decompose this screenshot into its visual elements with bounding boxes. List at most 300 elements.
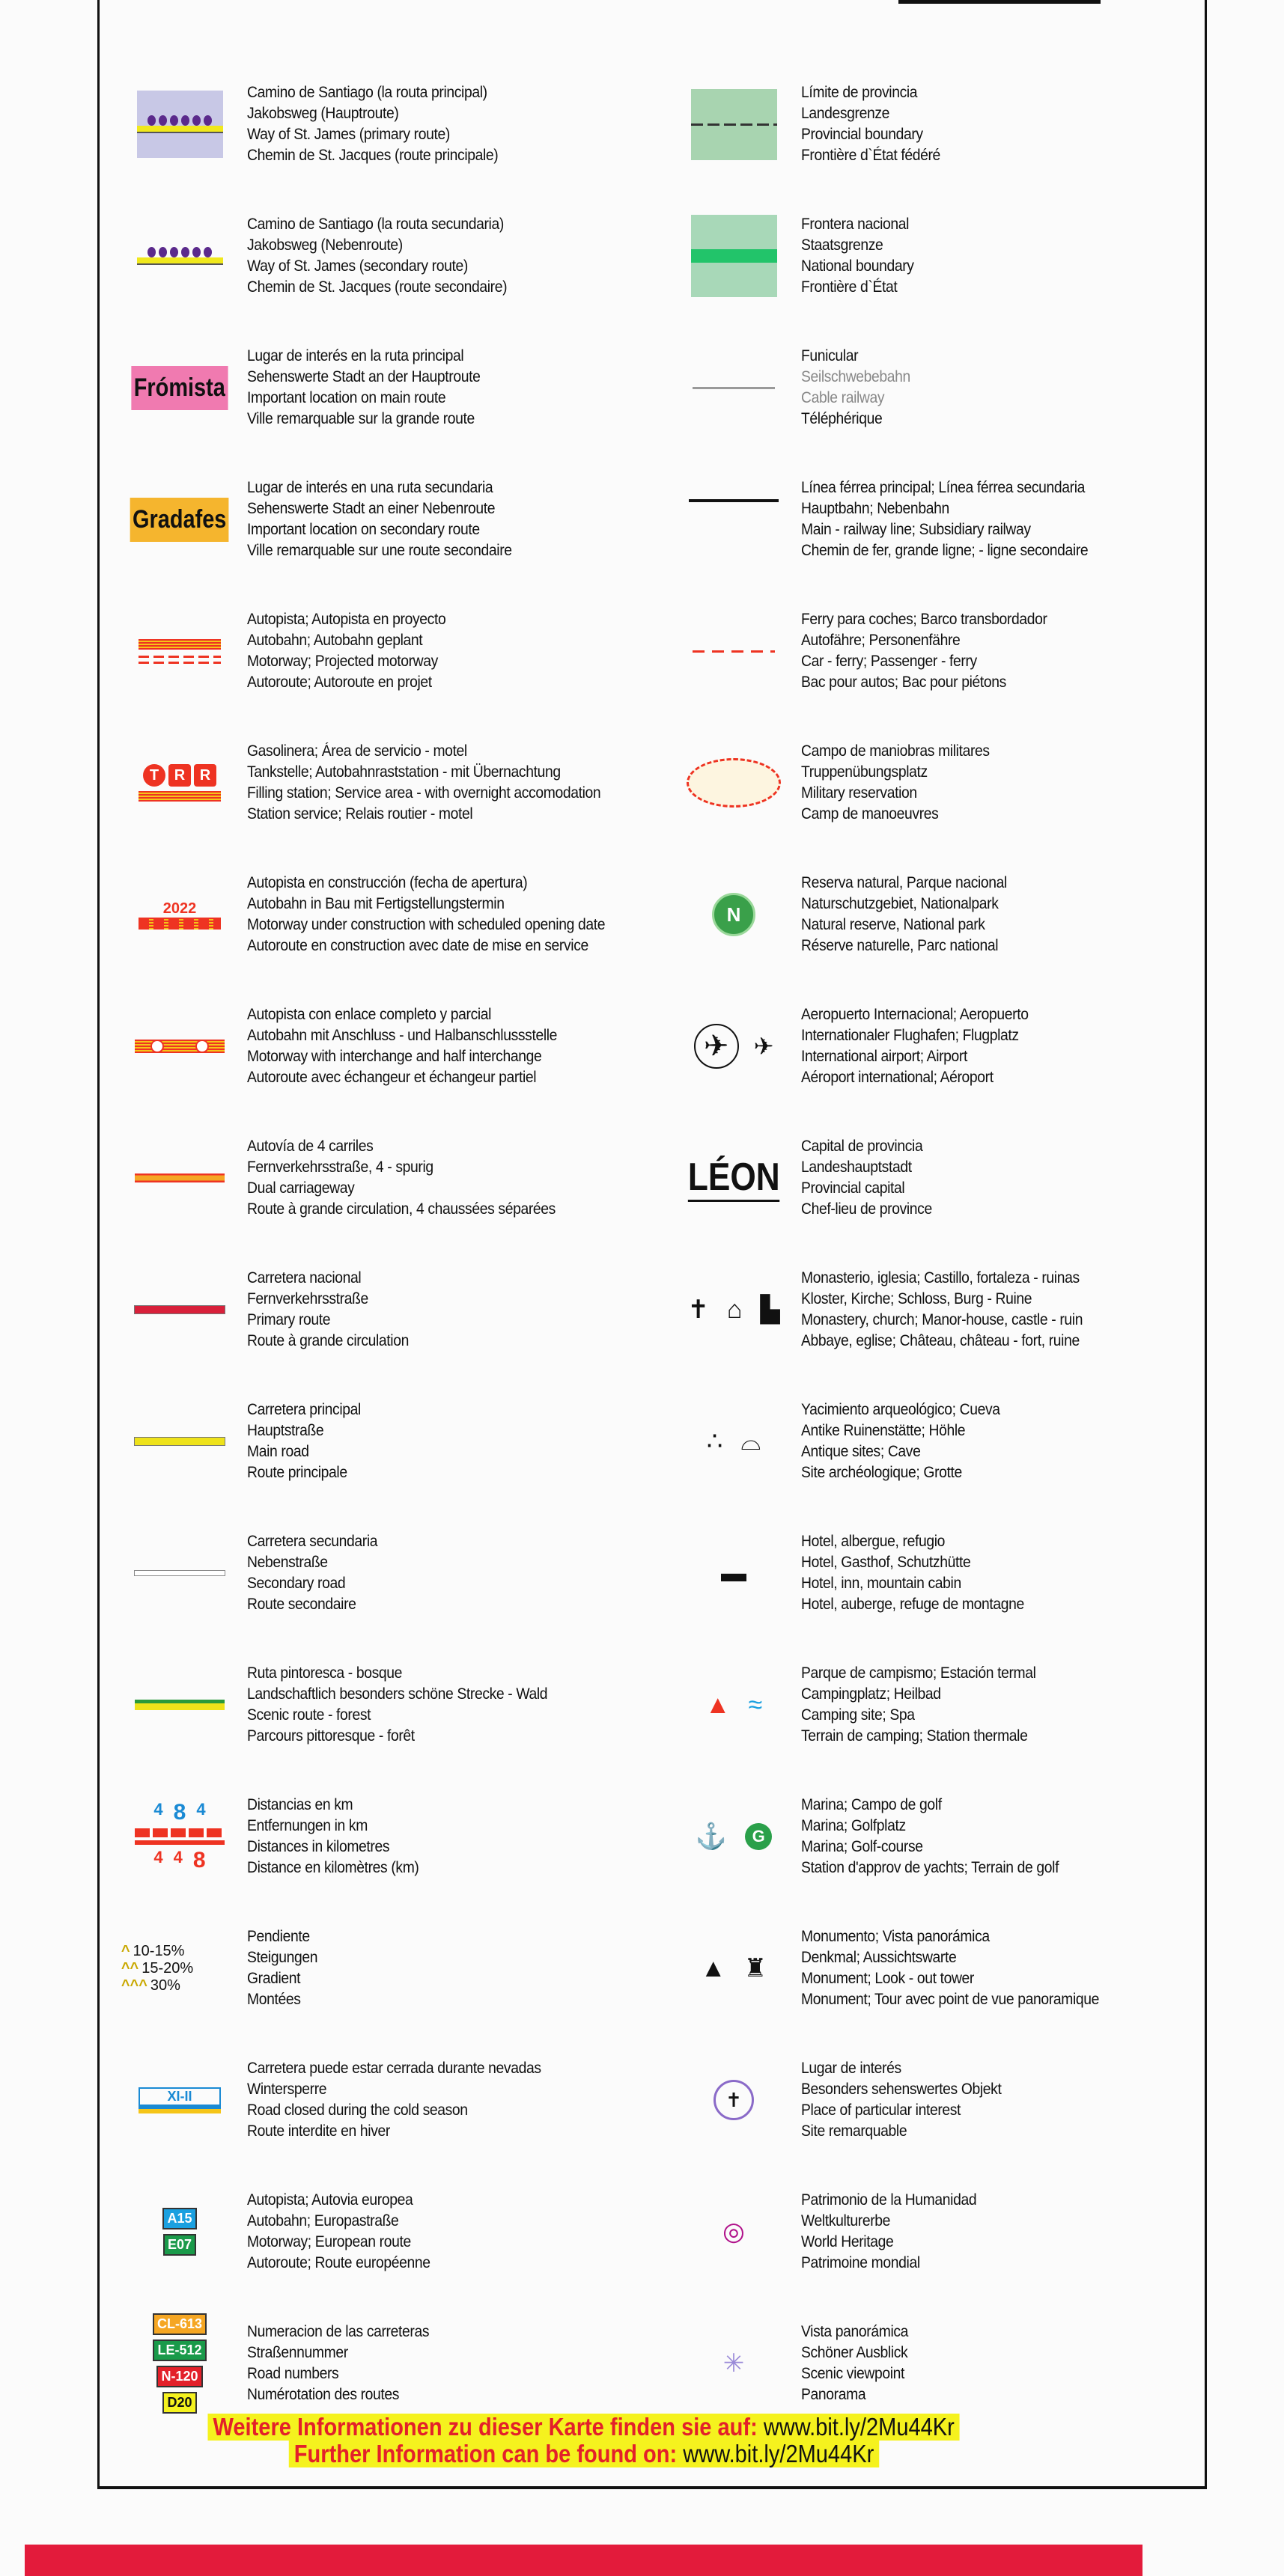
monastery-glyph-icon: ▙: [760, 1295, 780, 1324]
legend-line: Staatsgrenze: [801, 236, 883, 254]
station-icons: [139, 764, 221, 802]
line-swatch: [139, 639, 221, 650]
station-badge-r: R: [168, 764, 191, 787]
dot: [204, 115, 212, 126]
legend-line: International airport; Airport: [801, 1048, 968, 1065]
legend-line: Weltkulturerbe: [801, 2212, 891, 2229]
legend-line: Fernverkehrsstraße, 4 - spurig: [247, 1159, 433, 1176]
winter-sign: [139, 2087, 221, 2113]
legend-line: Autoroute; Route européenne: [247, 2254, 430, 2271]
legend-item: [112, 1902, 681, 2034]
legend-line: Marina; Golfplatz: [801, 1817, 906, 1834]
legend-line: Cable railway: [801, 389, 885, 406]
legend-line: Monumento; Vista panorámica: [801, 1928, 990, 1945]
info-url-de[interactable]: www.bit.ly/2Mu44Kr: [764, 2413, 955, 2441]
road-number-badge: E07: [163, 2234, 196, 2256]
legend-text: [247, 82, 498, 166]
legend-item: [112, 1112, 681, 1244]
legend-line: Landschaftlich besonders schöne Strecke - Wald: [247, 1685, 548, 1703]
airport-icon: [666, 1001, 801, 1091]
camino-principal-icon: [112, 79, 247, 169]
legend-item: [112, 58, 681, 190]
nature-reserve-badge: N: [712, 893, 755, 936]
monastery-icons: [687, 1295, 779, 1325]
legend-line: Camping site; Spa: [801, 1706, 915, 1724]
scenic-viewpoint-glyph-icon: ✳: [722, 2349, 745, 2378]
legend-line: Jakobsweg (Nebenroute): [247, 236, 403, 254]
monastery-glyph-icon: ✝: [687, 1295, 709, 1324]
legend-item: [666, 2298, 1205, 2429]
legend-line: Dual carriageway: [247, 1179, 355, 1197]
distance-number: 4: [173, 1848, 183, 1867]
legend-item: [666, 2166, 1205, 2298]
legend-line: Natural reserve, National park: [801, 916, 985, 933]
line-swatch: [134, 1437, 225, 1446]
legend-line: Montées: [247, 1991, 301, 2008]
road-badges: [153, 2311, 207, 2416]
legend-line: Hotel, inn, mountain cabin: [801, 1575, 961, 1592]
archaeological-glyph-icon: ∴: [706, 1427, 723, 1456]
legend-text: [801, 477, 1088, 561]
legend-text: [247, 2058, 541, 2142]
legend-line: Provincial boundary: [801, 126, 923, 143]
line-swatch: [137, 126, 223, 133]
legend-line: Place of particular interest: [801, 2102, 961, 2119]
legend-item: [112, 1507, 681, 1639]
legend-line: Reserva natural, Parque nacional: [801, 874, 1007, 891]
legend-text: [801, 1004, 1029, 1088]
legend-item: [666, 58, 1205, 190]
legend-text: [801, 1795, 1059, 1878]
legend-line: Way of St. James (secondary route): [247, 257, 468, 275]
legend-line: Numeracion de las carreteras: [247, 2323, 430, 2340]
legend-line: Schöner Ausblick: [801, 2344, 908, 2361]
legend-line: Gasolinera; Área de servicio - motel: [247, 742, 467, 760]
legend-line: Ruta pintoresca - bosque: [247, 1664, 403, 1682]
legend-line: Camino de Santiago (la routa principal): [247, 84, 487, 101]
cable-railway-icon: [666, 343, 801, 433]
archaeological-glyph-icon: ⌓: [740, 1426, 761, 1456]
legend-text: [801, 1926, 1099, 2010]
legend-text: [247, 1268, 409, 1352]
legend-text: [801, 2058, 1001, 2142]
legend-item: [666, 585, 1205, 717]
capital-icon: [666, 1133, 801, 1223]
distance-markers: [135, 1800, 225, 1873]
legend-item: [112, 2166, 681, 2298]
legend-line: Primary route: [247, 1311, 331, 1328]
legend-item: [112, 2034, 681, 2166]
legend-line: Panorama: [801, 2386, 866, 2403]
legend-line: Autoroute avec échangeur et échangeur partiel: [247, 1069, 537, 1086]
info-url-en[interactable]: www.bit.ly/2Mu44Kr: [683, 2440, 874, 2467]
legend-line: Distancias en km: [247, 1796, 353, 1813]
intl-airport-icon: ✈: [694, 1024, 739, 1069]
legend-item: [666, 717, 1205, 849]
legend-line: Autopista con enlace completo y parcial: [247, 1006, 492, 1023]
legend-line: World Heritage: [801, 2233, 894, 2250]
legend-left-column: [112, 58, 681, 2429]
filling-station-icon: [112, 738, 247, 828]
scenic-viewpoint-icon: [666, 2319, 801, 2408]
legend-line: Capital de provincia: [801, 1138, 923, 1155]
marina-icons: [696, 1822, 772, 1852]
legend-item: [666, 1244, 1205, 1376]
dual-carriageway-icon: [112, 1133, 247, 1223]
main-road-icon: [112, 1397, 247, 1486]
monument-icon: [666, 1923, 801, 2013]
legend-line: Parque de campismo; Estación termal: [801, 1664, 1036, 1682]
dot: [159, 247, 167, 257]
legend-line: National boundary: [801, 257, 914, 275]
legend-line: Internationaler Flughafen; Flugplatz: [801, 1027, 1019, 1044]
legend-line: Landesgrenze: [801, 105, 890, 122]
monument-icons: [701, 1953, 767, 1983]
legend-line: Chemin de St. Jacques (route secondaire): [247, 278, 508, 296]
dot: [147, 115, 156, 126]
gradient-chevron-icon: ^^^: [121, 1977, 147, 1994]
legend-item: [666, 980, 1205, 1112]
legend-line: Straßennummer: [247, 2344, 348, 2361]
legend-line: Military reservation: [801, 784, 917, 802]
legend-line: Distances in kilometres: [247, 1838, 390, 1855]
legend-line: Pendiente: [247, 1928, 310, 1945]
legend-line: Lugar de interés en la ruta principal: [247, 347, 464, 364]
legend-item: [112, 2298, 681, 2429]
monastery-glyph-icon: ⌂: [726, 1295, 743, 1324]
legend-line: Route principale: [247, 1464, 347, 1481]
gradient-label: 10-15%: [133, 1942, 185, 1959]
legend-text: [247, 477, 512, 561]
legend-text: [247, 1400, 361, 1483]
legend-line: Funicular: [801, 347, 859, 364]
legend-text: [801, 1531, 1024, 1615]
legend-line: Naturschutzgebiet, Nationalpark: [801, 895, 999, 912]
legend-line: Motorway with interchange and half interchange: [247, 1048, 542, 1065]
legend-line: Besonders sehenswertes Objekt: [801, 2081, 1002, 2098]
place-of-interest-icons: [713, 2080, 754, 2120]
legend-text: [801, 873, 1007, 956]
legend-item: [666, 322, 1205, 454]
legend-line: Autoroute en construction avec date de mise en service: [247, 937, 588, 954]
camino-dots: [147, 247, 212, 257]
legend-line: Frontière d`État: [801, 278, 898, 296]
interchange-mark: [195, 1040, 209, 1053]
legend-line: Autofähre; Personenfähre: [801, 632, 961, 649]
distance-number: 4: [153, 1800, 163, 1819]
legend-text: [801, 2190, 976, 2274]
line-swatch: [139, 662, 221, 664]
dot: [181, 247, 189, 257]
info-banner: [79, 2414, 1089, 2466]
military-oval: [687, 758, 781, 808]
legend-text: [247, 2190, 430, 2274]
marina-icon: [666, 1792, 801, 1881]
town-main-icon: [112, 343, 247, 433]
legend-item: [112, 1244, 681, 1376]
legend-line: Station d'approv de yachts; Terrain de golf: [801, 1859, 1059, 1876]
distance-number: 8: [192, 1848, 206, 1873]
road-numbers-icon: [112, 2316, 247, 2410]
legend-line: Monument; Look - out tower: [801, 1970, 974, 1987]
legend-text: [247, 1795, 419, 1878]
legend-text: [801, 214, 914, 298]
legend-line: Chemin de St. Jacques (route principale): [247, 147, 499, 164]
legend-line: Abbaye, eglise; Château, château - fort, ruine: [801, 1332, 1080, 1349]
road-number-badge: A15: [162, 2208, 196, 2229]
capital-label: LÉON: [688, 1155, 780, 1202]
legend-item: [666, 454, 1205, 585]
legend-line: Route interdite en hiver: [247, 2122, 390, 2140]
european-route-icon: [112, 2187, 247, 2277]
camino-secundaria-icon: [112, 211, 247, 301]
monument-glyph-icon: ▲: [700, 1953, 726, 1983]
national-road-icon: [112, 1265, 247, 1355]
legend-line: Frontera nacional: [801, 216, 910, 233]
hotel-icon: [666, 1528, 801, 1618]
legend-line: Truppenübungsplatz: [801, 763, 928, 781]
legend-text: [801, 609, 1047, 693]
camino-swatch: [135, 241, 225, 271]
legend-line: Chemin de fer, grande ligne; - ligne secondaire: [801, 542, 1089, 559]
dot: [192, 247, 201, 257]
legend-item: [666, 1507, 1205, 1639]
legend-line: Antique sites; Cave: [801, 1443, 921, 1460]
distance-number: 8: [173, 1800, 186, 1825]
legend-line: Filling station; Service area - with overnight accomodation: [247, 784, 601, 802]
legend-line: Aéroport international; Aéroport: [801, 1069, 994, 1086]
legend-line: Monasterio, iglesia; Castillo, fortaleza - ruinas: [801, 1269, 1080, 1287]
airport-icon: ✈: [753, 1033, 774, 1060]
gradient-label: 30%: [150, 1977, 180, 1994]
line-swatch: [135, 1040, 225, 1053]
secondary-road-icon: [112, 1528, 247, 1618]
motorway-swatch: [139, 639, 221, 664]
legend-item: [666, 1639, 1205, 1771]
opening-year: 2022: [162, 900, 197, 917]
hotel-glyph-icon: ▬: [721, 1558, 746, 1587]
interchange-mark: [150, 1040, 164, 1053]
dot: [181, 115, 189, 126]
legend-line: Hotel, Gasthof, Schutzhütte: [801, 1554, 971, 1571]
legend-line: Car - ferry; Passenger - ferry: [801, 653, 977, 670]
legend-line: Camino de Santiago (la routa secundaria): [247, 216, 504, 233]
gradient-chevron-icon: ^: [121, 1942, 130, 1959]
legend-line: Ville remarquable sur une route secondaire: [247, 542, 512, 559]
legend-item: [112, 849, 681, 980]
construction-swatch: [139, 900, 221, 930]
legend-text: [247, 1136, 556, 1220]
legend-line: Distance en kilomètres (km): [247, 1859, 419, 1876]
dot: [159, 115, 167, 126]
legend-text: [801, 2322, 908, 2405]
legend-item: [666, 1771, 1205, 1902]
legend-line: Marina; Golf-course: [801, 1838, 923, 1855]
legend-item: [112, 190, 681, 322]
monument-glyph-icon: ♜: [743, 1954, 767, 1983]
archaeological-icons: [707, 1426, 761, 1456]
info-banner-line-en: [289, 2441, 880, 2467]
legend-line: Límite de provincia: [801, 84, 918, 101]
legend-item: [112, 980, 681, 1112]
distances-icon: [112, 1792, 247, 1881]
camino-swatch: [137, 91, 223, 158]
legend-line: Chef-lieu de province: [801, 1200, 932, 1218]
legend-item: [666, 190, 1205, 322]
station-badge-t: T: [143, 764, 165, 787]
town-secondary-icon: [112, 474, 247, 564]
legend-text: [801, 1400, 1000, 1483]
legend-line: Frontière d`État fédéré: [801, 147, 940, 164]
station-badges: [143, 764, 216, 787]
legend-line: Route secondaire: [247, 1596, 356, 1613]
legend-text: [247, 1531, 377, 1615]
legend-line: Main road: [247, 1443, 309, 1460]
legend-line: Patrimoine mondial: [801, 2254, 920, 2271]
frame-top-bar: [898, 0, 1101, 4]
line-swatch: [134, 1570, 225, 1576]
legend-line: Autopista en construcción (fecha de apertura): [247, 874, 528, 891]
legend-line: Patrimonio de la Humanidad: [801, 2191, 977, 2209]
legend-text: [801, 1268, 1083, 1352]
line-swatch: [139, 918, 221, 930]
distance-number: 4: [196, 1800, 206, 1819]
town-label: Frómista: [132, 366, 228, 410]
legend-line: Site archéologique; Grotte: [801, 1464, 962, 1481]
road-number-badge: D20: [162, 2392, 196, 2414]
info-banner-line-de: [208, 2414, 960, 2441]
legend-line: Sehenswerte Stadt an einer Nebenroute: [247, 500, 496, 517]
gradient-list: [121, 1943, 193, 1994]
legend-item: [666, 849, 1205, 980]
legend-line: Motorway; Projected motorway: [247, 653, 438, 670]
legend-line: Gradient: [247, 1970, 301, 1987]
line-swatch: [693, 387, 775, 389]
legend-line: Main - railway line; Subsidiary railway: [801, 521, 1031, 538]
legend-line: Motorway under construction with scheduled opening date: [247, 916, 606, 933]
legend-line: Autobahn mit Anschluss - und Halbanschlussstelle: [247, 1027, 558, 1044]
scenic-route-icon: [112, 1660, 247, 1750]
gradient-label: 15-20%: [142, 1959, 194, 1977]
legend-line: Marina; Campo de golf: [801, 1796, 942, 1813]
monastery-icon: [666, 1265, 801, 1355]
legend-item: [112, 322, 681, 454]
dot: [192, 115, 201, 126]
road-badges: [162, 2206, 196, 2258]
legend-line: Vista panorámica: [801, 2323, 909, 2340]
camino-dots: [147, 115, 212, 126]
legend-text: [247, 609, 445, 693]
legend-text: [801, 346, 910, 430]
legend-line: Wintersperre: [247, 2081, 327, 2098]
legend-line: Autobahn in Bau mit Fertigstellungstermin: [247, 895, 505, 912]
legend-line: Yacimiento arqueológico; Cueva: [801, 1401, 1000, 1418]
legend-line: Autovía de 4 carriles: [247, 1138, 374, 1155]
place-of-interest-glyph-icon: ✝: [713, 2080, 754, 2120]
gradient-icon: [112, 1923, 247, 2013]
dot: [204, 247, 212, 257]
legend-line: Road closed during the cold season: [247, 2102, 468, 2119]
legend-line: Monastery, church; Manor-house, castle - ruin: [801, 1311, 1083, 1328]
world-heritage-icon: [666, 2187, 801, 2277]
info-text-de: Weitere Informationen zu dieser Karte finden sie auf:: [213, 2413, 758, 2441]
legend-line: Aeropuerto Internacional; Aeropuerto: [801, 1006, 1029, 1023]
legend-line: Nebenstraße: [247, 1554, 328, 1571]
dot: [170, 115, 178, 126]
legend-line: Seilschwebebahn: [801, 368, 910, 385]
station-badge-r: R: [194, 764, 216, 787]
nature-reserve-icon: [666, 870, 801, 959]
winter-months: XI-II: [139, 2087, 221, 2106]
legend-line: Station service; Relais routier - motel: [247, 805, 473, 822]
motorway-construction-icon: [112, 870, 247, 959]
gradient-row: [121, 1943, 193, 1960]
marina-glyph-icon: ⚓: [695, 1822, 728, 1851]
legend-line: Lugar de interés: [801, 2060, 901, 2077]
legend-line: Campo de maniobras militares: [801, 742, 990, 760]
legend-text: [801, 82, 940, 166]
legend-line: Hauptstraße: [247, 1422, 324, 1439]
legend-line: Scenic route - forest: [247, 1706, 371, 1724]
line-swatch: [135, 1828, 225, 1837]
distance-bottom: [153, 1848, 205, 1873]
legend-line: Autoroute; Autoroute en projet: [247, 674, 432, 691]
legend-line: Carretera nacional: [247, 1269, 362, 1287]
legend-text: [801, 1663, 1036, 1747]
legend-line: Road numbers: [247, 2365, 339, 2382]
legend-line: Carretera principal: [247, 1401, 361, 1418]
legend-line: Terrain de camping; Station thermale: [801, 1727, 1028, 1745]
legend-item: [666, 2034, 1205, 2166]
legend-line: Way of St. James (primary route): [247, 126, 450, 143]
line-swatch: [139, 2106, 221, 2113]
legend-line: Autopista; Autovia europea: [247, 2191, 413, 2209]
legend-item: [112, 585, 681, 717]
legend-item: [666, 1376, 1205, 1507]
legend-item: [112, 717, 681, 849]
line-swatch: [137, 257, 223, 265]
national-boundary-icon: [666, 211, 801, 301]
legend-line: Línea férrea principal; Línea férrea secundaria: [801, 479, 1086, 496]
legend-line: Hotel, auberge, refuge de montagne: [801, 1596, 1024, 1613]
town-label: Gradafes: [130, 498, 229, 542]
boundary-swatch: [691, 215, 777, 297]
camping-icon: [666, 1660, 801, 1750]
gradient-row: [121, 1977, 193, 1994]
line-swatch: [139, 656, 221, 658]
hotel-icons: [721, 1559, 746, 1588]
motorway-icon: [112, 606, 247, 696]
legend-item: [112, 1639, 681, 1771]
legend-line: Denkmal; Aussichtswarte: [801, 1949, 957, 1966]
legend-line: Fernverkehrsstraße: [247, 1290, 368, 1307]
interchange-icon: [112, 1001, 247, 1091]
line-swatch: [135, 1173, 225, 1182]
dot: [147, 247, 156, 257]
legend-text: [247, 1926, 317, 2010]
line-swatch: [135, 1700, 225, 1710]
legend-line: Lugar de interés en una ruta secundaria: [247, 479, 493, 496]
scenic-viewpoint-icons: [723, 2348, 745, 2378]
railway-icon: [666, 474, 801, 564]
legend-line: Jakobsweg (Hauptroute): [247, 105, 399, 122]
legend-line: Kloster, Kirche; Schloss, Burg - Ruine: [801, 1290, 1032, 1307]
legend-line: Hotel, albergue, refugio: [801, 1533, 946, 1550]
legend-line: Carretera secundaria: [247, 1533, 378, 1550]
legend-text: [247, 346, 480, 430]
ferry-icon: [666, 606, 801, 696]
legend-line: Important location on main route: [247, 389, 446, 406]
